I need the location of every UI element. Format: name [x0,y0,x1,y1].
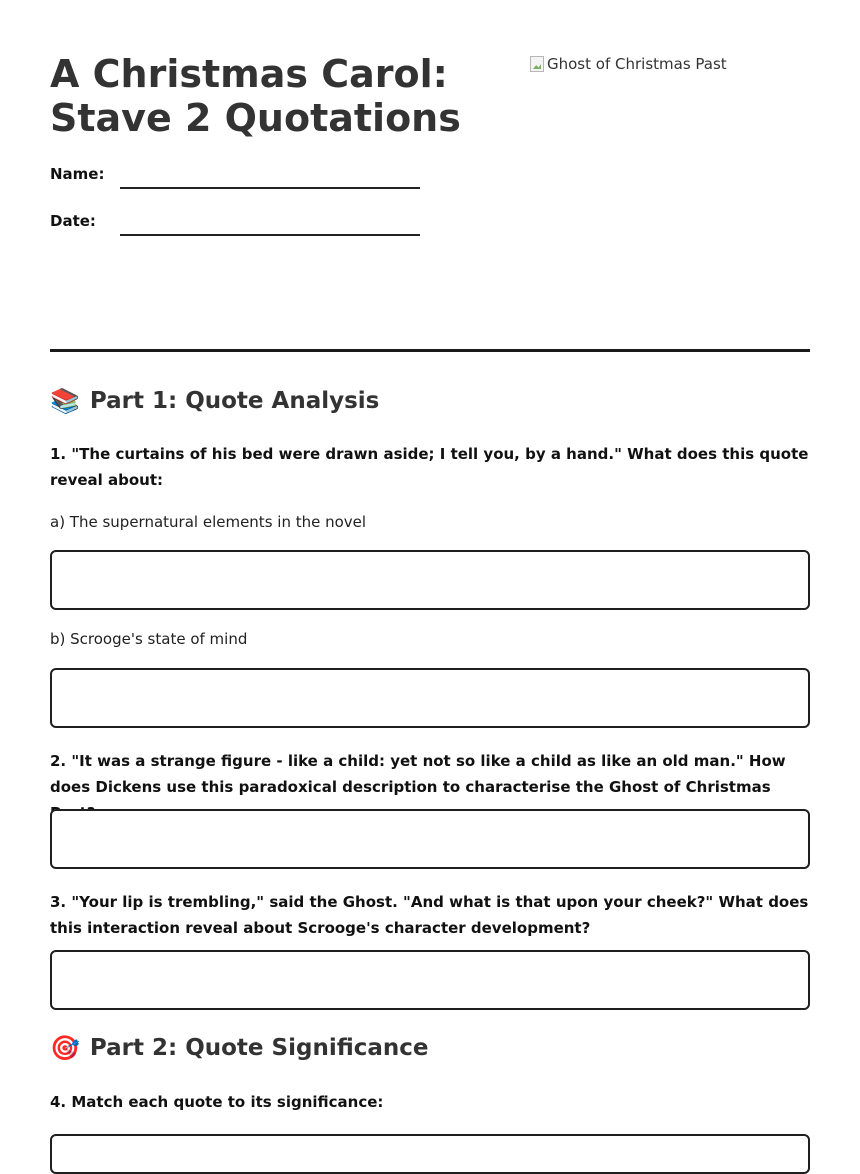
image-alt-text: Ghost of Christmas Past [547,55,727,73]
question-4: 4. Match each quote to its significance: [50,1093,384,1111]
date-label: Date: [50,212,96,230]
target-icon: 🎯 [50,1034,80,1062]
name-label: Name: [50,165,105,183]
part1-title: Part 1: Quote Analysis [89,388,380,414]
part2-title: Part 2: Quote Significance [89,1035,429,1061]
question-1a-label: a) The supernatural elements in the novel [50,513,367,531]
name-field[interactable] [120,187,420,189]
question-1b-label: b) Scrooge's state of mind [50,630,248,648]
question-3: 3. "Your lip is trembling," said the Ghost. "And what is that upon your cheek?" What does this interaction reveal about Scrooge's character development? [50,893,809,937]
answer-box-3[interactable] [50,950,810,1010]
question-2: 2. "It was a strange figure - like a child: yet not so like a child as like an old man." How does Dickens use this paradoxical description to characterise the Ghost of Christmas [50,752,786,796]
part2-heading [50,1035,429,1061]
page-title: A Christmas Carol: Stave 2 Quotations [50,52,461,140]
question-1: 1. "The curtains of his bed were drawn aside; I tell you, by a hand." What does this quote reveal about: [50,445,809,489]
answer-box-2[interactable] [50,809,810,869]
answer-box-1a[interactable] [50,550,810,610]
answer-box-4[interactable] [50,1134,810,1174]
worksheet-header [50,0,810,352]
ghost-image [530,52,770,76]
books-icon: 📚 [50,387,80,415]
date-field[interactable] [120,234,420,236]
part1-heading [50,388,379,414]
section-divider [50,349,810,352]
broken-image-icon [530,56,544,72]
worksheet-page [50,0,810,1111]
answer-box-1b[interactable] [50,668,810,728]
